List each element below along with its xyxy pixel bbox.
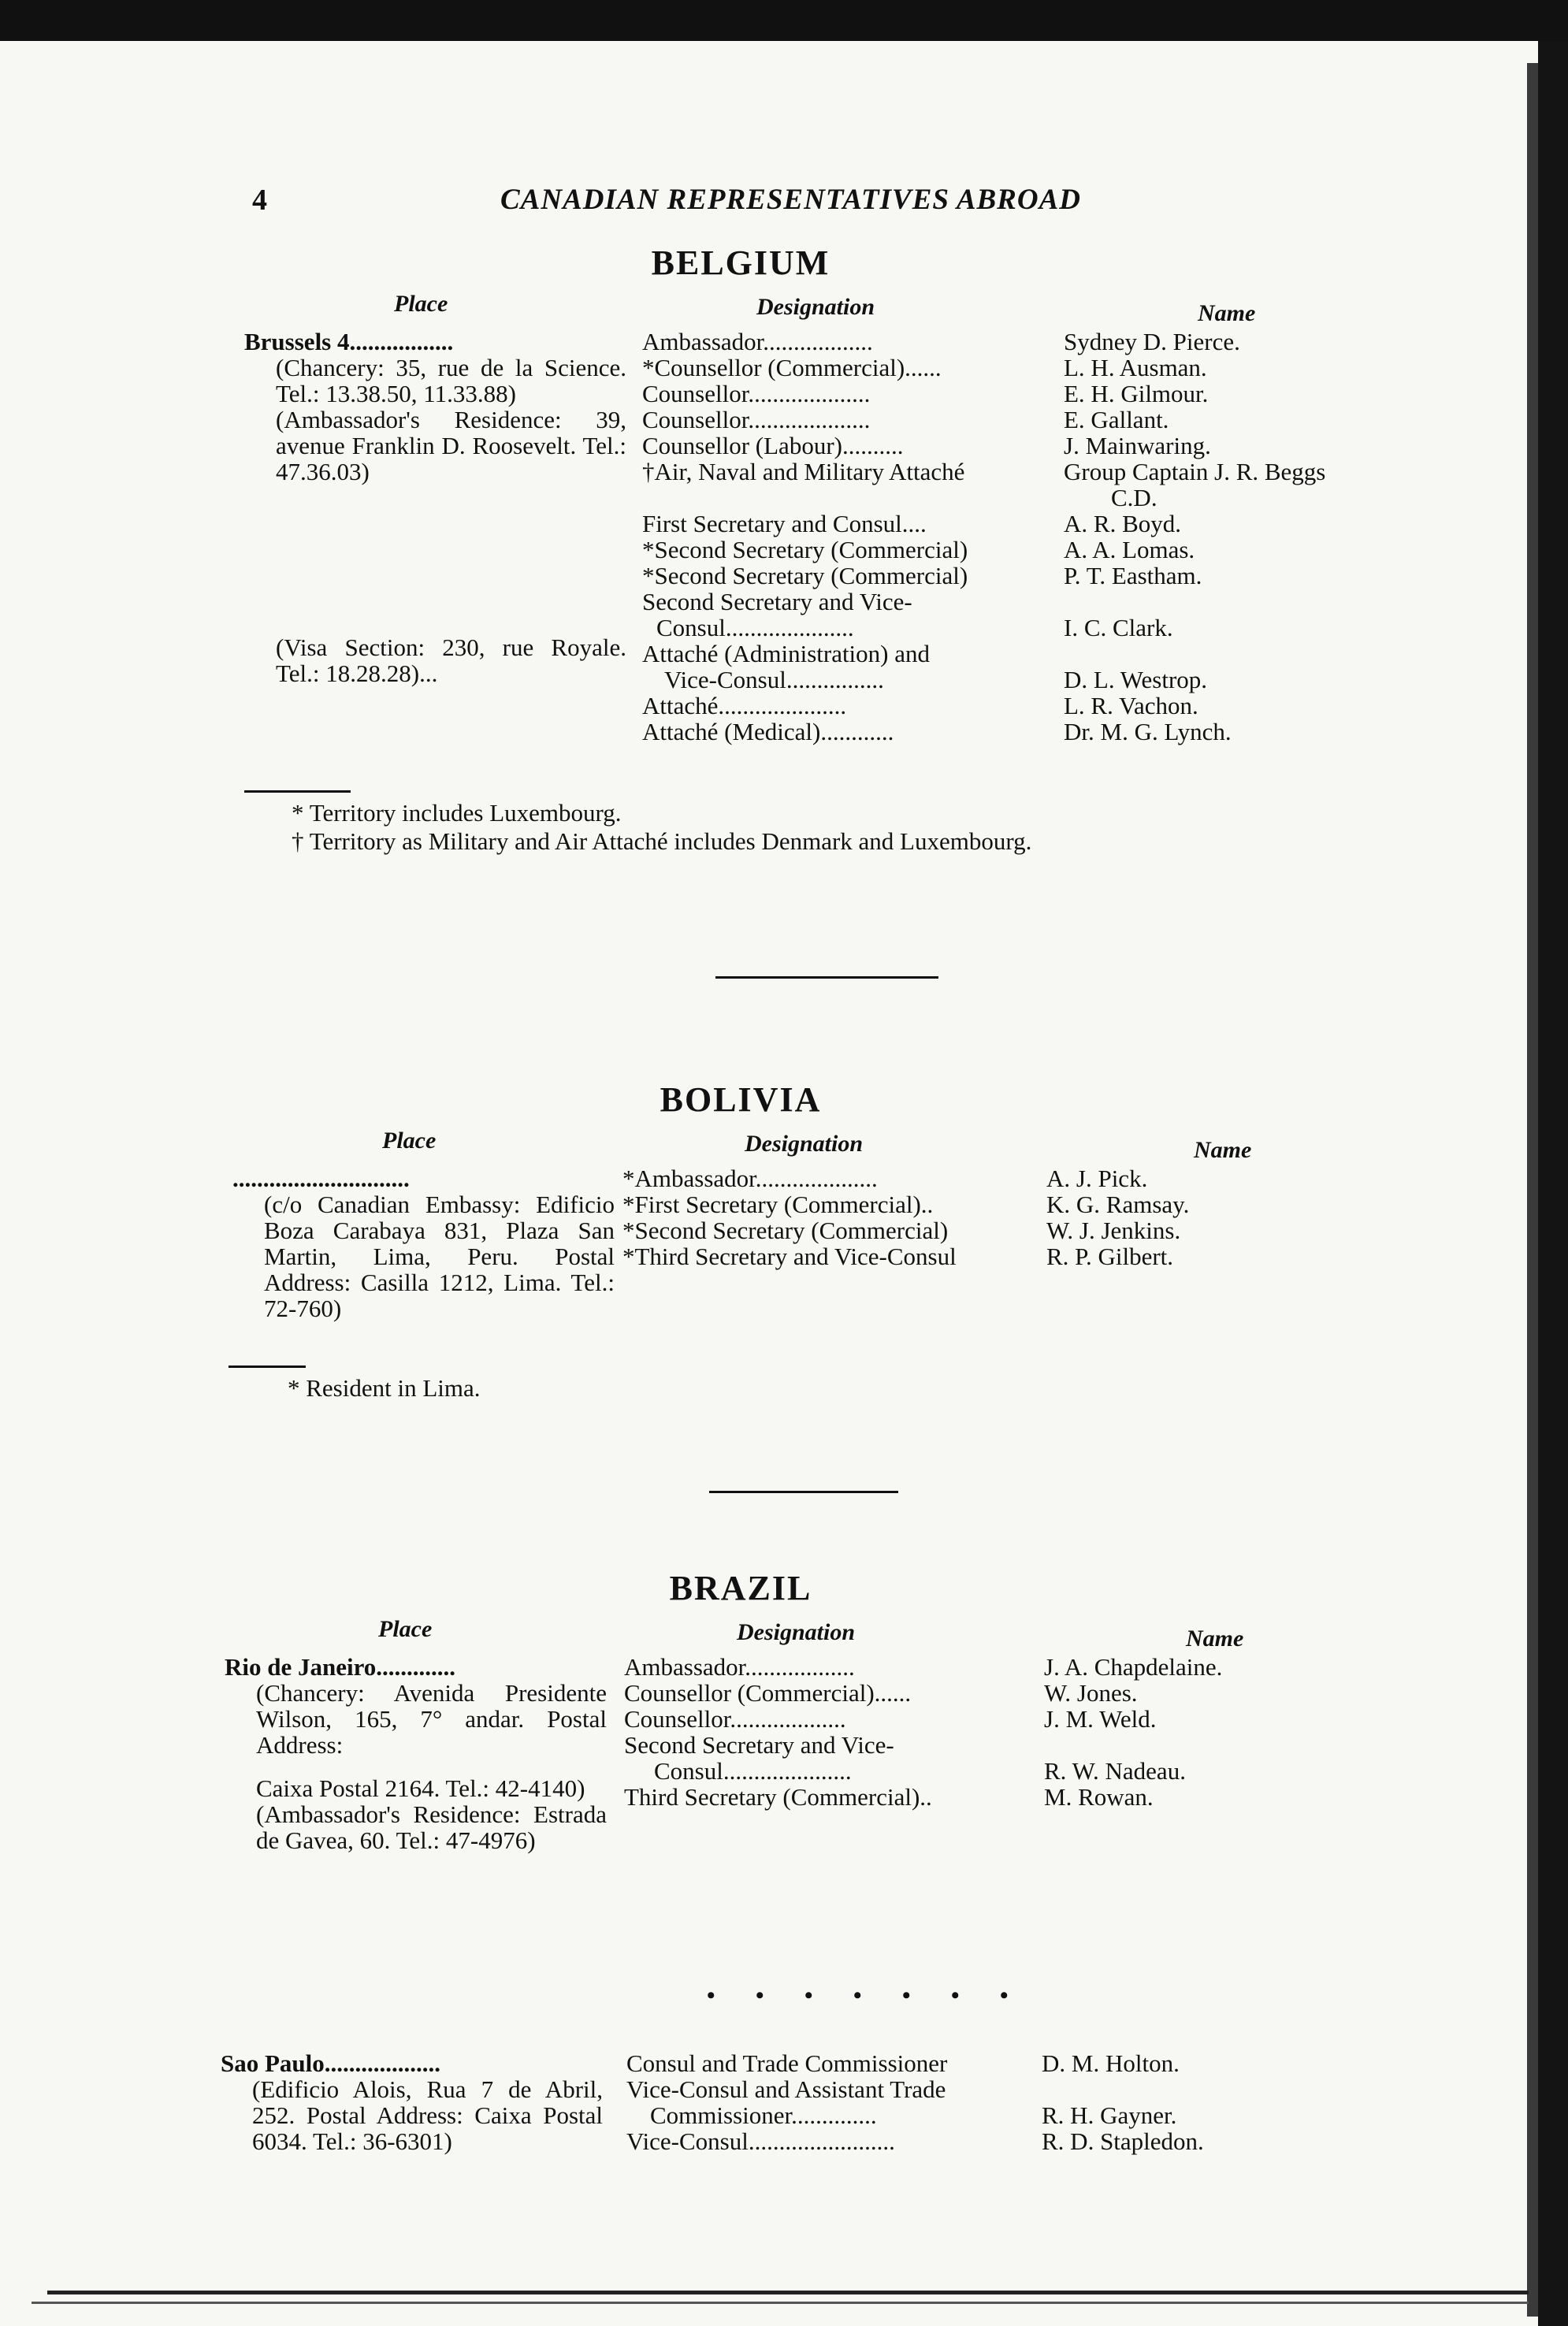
designation: Counsellor.................... — [642, 380, 871, 407]
person-name: D. L. Westrop. — [1064, 666, 1208, 693]
designation: *Second Secretary (Commercial) — [642, 562, 968, 589]
designation: Ambassador.................. — [642, 328, 873, 355]
designation: Second Secretary and Vice- — [624, 1731, 894, 1759]
column-headers — [213, 291, 1256, 329]
designation: Attaché (Medical)............ — [642, 718, 894, 745]
designation: Vice-Consul........................ — [626, 2127, 895, 2155]
person-name: W. J. Jenkins. — [1046, 1217, 1181, 1244]
country-title-bolivia: BOLIVIA — [660, 1080, 822, 1119]
place-rio-caixa: Caixa Postal 2164. Tel.: 42-4140) — [256, 1774, 585, 1802]
designation: *Second Secretary (Commercial) — [622, 1217, 949, 1244]
person-name: M. Rowan. — [1044, 1783, 1154, 1811]
section-bolivia — [213, 1079, 1252, 1402]
place-rio-de-janeiro: Rio de Janeiro............. — [225, 1653, 456, 1681]
scan-border-bottom — [47, 2291, 1529, 2294]
scan-border-top — [0, 0, 1568, 41]
footnote: † Territory as Military and Air Attaché includes Denmark and Luxembourg. — [292, 827, 1032, 855]
person-name: P. T. Eastham. — [1064, 562, 1202, 589]
designation: Attaché (Administration) and — [642, 640, 931, 667]
place-leader-dots: ............................. — [232, 1165, 410, 1192]
belgium-designations — [642, 329, 1052, 745]
person-name: J. M. Weld. — [1044, 1705, 1157, 1733]
person-name: R. P. Gilbert. — [1046, 1243, 1174, 1270]
column-headers — [213, 1128, 1252, 1165]
footnote-rule — [244, 790, 351, 793]
designation: †Air, Naval and Military Attaché — [642, 458, 965, 485]
scan-shadow-right — [1527, 63, 1538, 2317]
designation: *First Secretary (Commercial).. — [622, 1191, 934, 1218]
designation: Counsellor.................... — [642, 406, 871, 433]
rio-designations — [624, 1654, 1034, 1810]
sao-paulo-names — [1042, 2050, 1373, 2154]
country-title-brazil: BRAZIL — [669, 1569, 812, 1607]
designation: *Second Secretary (Commercial) — [642, 536, 968, 563]
bolivia-place — [232, 1165, 615, 1321]
sao-paulo-place — [221, 2050, 603, 2154]
person-name: E. H. Gilmour. — [1064, 380, 1209, 407]
person-name — [1064, 641, 1395, 667]
designation: Ambassador.................. — [624, 1653, 855, 1681]
bolivia-designations — [622, 1165, 1032, 1269]
place-sao-paulo: Sao Paulo................... — [221, 2049, 441, 2077]
place-sao-paulo-address: (Edificio Alois, Rua 7 de Abril, 252. Postal Address: Caixa Postal 6034. Tel.: 36-6301) — [252, 2075, 603, 2155]
person-name: K. G. Ramsay. — [1046, 1191, 1190, 1218]
person-name: J. Mainwaring. — [1064, 432, 1211, 459]
designation: *Third Secretary and Vice-Consul — [622, 1243, 957, 1270]
section-divider — [715, 976, 938, 979]
place-lima-address: (c/o Canadian Embassy: Edificio Boza Carabaya 831, Plaza San Martin, Lima, Peru. Postal Address: Casilla 1212, Lima. Tel.: 72-760) — [264, 1191, 615, 1322]
designation: Counsellor (Commercial)...... — [624, 1679, 912, 1707]
designation: Counsellor (Labour).......... — [642, 432, 904, 459]
person-name: Sydney D. Pierce. — [1064, 328, 1240, 355]
column-header-designation: Designation — [745, 1131, 864, 1157]
column-header-place: Place — [394, 291, 448, 317]
footnote-rule — [229, 1366, 306, 1368]
person-name: W. Jones. — [1044, 1679, 1138, 1707]
person-name — [1064, 589, 1395, 615]
column-headers — [213, 1616, 1244, 1654]
person-name — [1044, 1732, 1375, 1758]
designation: Vice-Consul and Assistant Trade — [626, 2075, 946, 2103]
person-name: L. H. Ausman. — [1064, 354, 1207, 381]
person-name: R. H. Gayner. — [1042, 2101, 1177, 2129]
designation — [642, 485, 1052, 511]
person-name: L. R. Vachon. — [1064, 692, 1198, 719]
place-brussels: Brussels 4................. — [244, 328, 454, 355]
column-header-designation: Designation — [737, 1619, 856, 1645]
column-header-designation: Designation — [756, 294, 875, 320]
belgium-names — [1064, 329, 1395, 745]
designation: *Counsellor (Commercial)...... — [642, 354, 942, 381]
running-title: CANADIAN REPRESENTATIVES ABROAD — [500, 184, 1081, 216]
designation: Consul and Trade Commissioner — [626, 2049, 948, 2077]
column-header-place: Place — [378, 1616, 433, 1642]
person-name: J. A. Chapdelaine. — [1044, 1653, 1223, 1681]
rio-place — [225, 1654, 607, 1853]
designation: Attaché..................... — [642, 692, 847, 719]
person-name: Group Captain J. R. Beggs — [1064, 458, 1326, 485]
person-name: E. Gallant. — [1064, 406, 1169, 433]
person-name: A. A. Lomas. — [1064, 536, 1195, 563]
scan-border-bottom-2 — [32, 2302, 1529, 2304]
designation: *Ambassador.................... — [622, 1165, 878, 1192]
designation: Counsellor................... — [624, 1705, 846, 1733]
designation: Consul..................... — [656, 614, 854, 641]
belgium-place — [244, 329, 626, 686]
designation: Second Secretary and Vice- — [642, 588, 912, 615]
place-chancery: (Chancery: 35, rue de la Science. Tel.: 13.38.50, 11.33.88) — [276, 354, 626, 407]
person-name: C.D. — [1111, 484, 1157, 511]
section-brazil — [213, 1568, 1244, 2155]
place-rio-residence: (Ambassador's Residence: Estrada de Gavea, 60. Tel.: 47-4976) — [256, 1800, 607, 1854]
person-name: D. M. Holton. — [1042, 2049, 1180, 2077]
person-name: A. R. Boyd. — [1064, 510, 1181, 537]
footnote: * Territory includes Luxembourg. — [292, 799, 622, 827]
place-residence: (Ambassador's Residence: 39, avenue Franklin D. Roosevelt. Tel.: 47.36.03) — [276, 406, 626, 485]
page-number: 4 — [252, 184, 267, 217]
person-name — [1042, 2076, 1373, 2102]
designation: Commissioner.............. — [650, 2101, 877, 2129]
column-header-name: Name — [1194, 1137, 1252, 1163]
person-name: A. J. Pick. — [1046, 1165, 1148, 1192]
scan-border-right — [1538, 41, 1568, 2326]
column-header-place: Place — [382, 1128, 437, 1154]
person-name: R. W. Nadeau. — [1044, 1757, 1186, 1785]
section-separator-dots: • • • • • • • — [707, 1982, 1026, 2008]
designation: Consul..................... — [654, 1757, 852, 1785]
person-name: R. D. Stapledon. — [1042, 2127, 1204, 2155]
section-belgium — [213, 243, 1326, 855]
rio-names — [1044, 1654, 1375, 1810]
column-header-name: Name — [1198, 300, 1256, 326]
person-name: Dr. M. G. Lynch. — [1064, 718, 1232, 745]
country-title-belgium: BELGIUM — [651, 243, 830, 282]
designation: Third Secretary (Commercial).. — [624, 1783, 932, 1811]
designation: Vice-Consul................ — [664, 666, 884, 693]
footnote: * Resident in Lima. — [288, 1374, 481, 1402]
sao-paulo-designations — [626, 2050, 1036, 2154]
bolivia-names — [1046, 1165, 1377, 1269]
person-name: I. C. Clark. — [1064, 614, 1173, 641]
page-header — [213, 173, 1182, 221]
place-visa-section: (Visa Section: 230, rue Royale. Tel.: 18.28.28)... — [276, 634, 626, 687]
place-rio-chancery: (Chancery: Avenida Presidente Wilson, 165, 7° andar. Postal Address: — [256, 1679, 607, 1759]
column-header-name: Name — [1186, 1626, 1244, 1652]
section-divider — [709, 1491, 898, 1493]
designation: First Secretary and Consul.... — [642, 510, 927, 537]
